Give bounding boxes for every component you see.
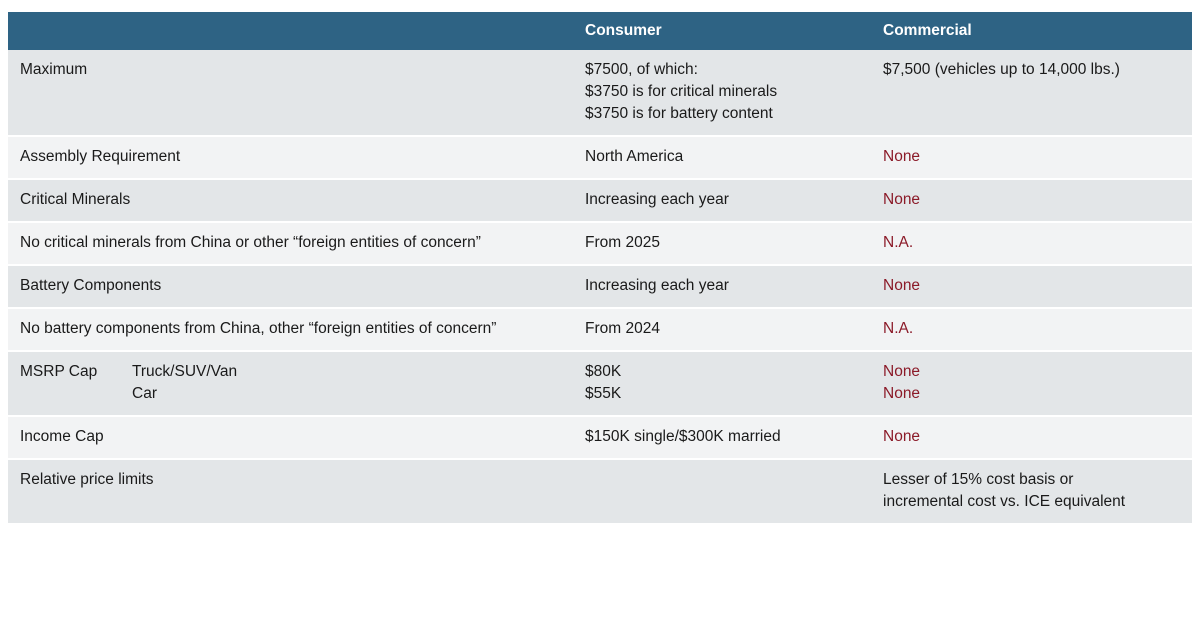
row-consumer-value: Increasing each year	[573, 179, 871, 222]
value-line: None	[883, 363, 921, 381]
row-commercial-value	[871, 351, 1192, 416]
row-label	[8, 351, 573, 416]
sublabel: Car	[132, 385, 157, 403]
column-header-consumer: Consumer	[573, 12, 871, 50]
row-label: Assembly Requirement	[8, 136, 573, 179]
row-commercial-value: None	[871, 136, 1192, 179]
value-line: $3750 is for critical minerals	[585, 83, 778, 101]
row-commercial-value	[871, 50, 1192, 136]
column-header-blank	[8, 12, 573, 50]
row-label: Battery Components	[8, 265, 573, 308]
value-line: $7,500 (vehicles up to 14,000 lbs.)	[883, 61, 1120, 79]
value-line: incremental cost vs. ICE equivalent	[883, 493, 1126, 511]
row-consumer-value	[573, 351, 871, 416]
table-header	[8, 12, 1192, 50]
table-row	[8, 459, 1192, 524]
row-label-text: MSRP Cap	[20, 363, 98, 381]
table-row	[8, 416, 1192, 459]
table-row	[8, 136, 1192, 179]
row-consumer-value: North America	[573, 136, 871, 179]
column-header-commercial: Commercial	[871, 12, 1192, 50]
table-row	[8, 265, 1192, 308]
row-label: Maximum	[8, 50, 573, 136]
row-consumer-value: $150K single/$300K married	[573, 416, 871, 459]
row-sublabels	[132, 361, 237, 405]
row-label: No battery components from China, other “foreign entities of concern”	[8, 308, 573, 351]
value-line: None	[883, 385, 921, 403]
sublabel: Truck/SUV/Van	[132, 363, 238, 381]
row-commercial-value: None	[871, 179, 1192, 222]
row-label: No critical minerals from China or other “foreign entities of concern”	[8, 222, 573, 265]
table-row	[8, 308, 1192, 351]
value-line: $7500, of which:	[585, 61, 698, 79]
table-row	[8, 179, 1192, 222]
row-commercial-value: None	[871, 265, 1192, 308]
table-header-row	[8, 12, 1192, 50]
ev-tax-credit-comparison-table	[8, 12, 1192, 525]
row-commercial-value: None	[871, 416, 1192, 459]
value-line: $55K	[585, 385, 622, 403]
row-label: Relative price limits	[8, 459, 573, 524]
row-label: Critical Minerals	[8, 179, 573, 222]
table-row	[8, 50, 1192, 136]
row-consumer-value: Increasing each year	[573, 265, 871, 308]
table-row	[8, 351, 1192, 416]
row-consumer-value: From 2025	[573, 222, 871, 265]
value-line: Lesser of 15% cost basis or	[883, 471, 1074, 489]
row-commercial-value	[871, 459, 1192, 524]
row-consumer-value	[573, 459, 871, 524]
value-line: $3750 is for battery content	[585, 105, 773, 123]
table-body	[8, 50, 1192, 524]
value-line: $80K	[585, 363, 622, 381]
table-row	[8, 222, 1192, 265]
row-label: Income Cap	[8, 416, 573, 459]
row-consumer-value: From 2024	[573, 308, 871, 351]
row-commercial-value: N.A.	[871, 222, 1192, 265]
row-commercial-value: N.A.	[871, 308, 1192, 351]
row-consumer-value	[573, 50, 871, 136]
